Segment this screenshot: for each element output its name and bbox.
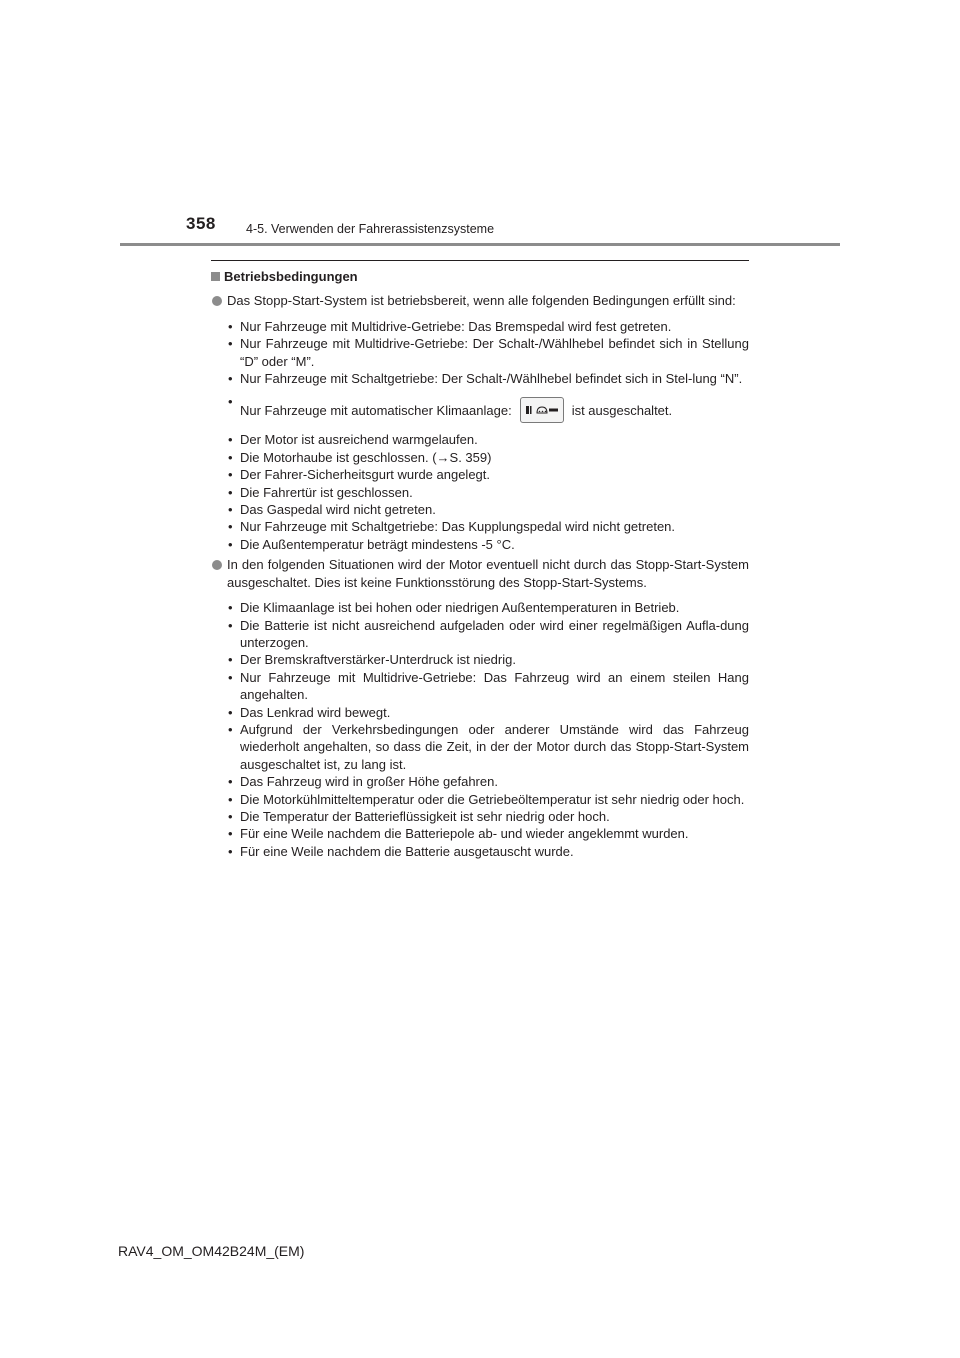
list-item-climate — [227, 393, 749, 427]
climate-text-before: • Nur Fahrzeuge mit automatischer Klimaanlage: — [240, 402, 512, 418]
list-item: • Die Temperatur der Batterieflüssigkeit ist sehr niedrig oder hoch. — [227, 808, 749, 825]
footer-code: RAV4_OM_OM42B24M_(EM) — [118, 1243, 305, 1259]
list-item: • Der Motor ist ausreichend warmgelaufen. — [227, 431, 749, 448]
list-item: • Das Fahrzeug wird in großer Höhe gefahren. — [227, 773, 749, 790]
list-item: • Nur Fahrzeuge mit Schaltgetriebe: Das Kupplungspedal wird nicht getreten. — [227, 518, 749, 535]
list-item: • Der Bremskraftverstärker-Unterdruck ist niedrig. — [227, 651, 749, 668]
list-item: • Das Lenkrad wird bewegt. — [227, 704, 749, 721]
list-item: • Für eine Weile nachdem die Batteriepole ab- und wieder angeklemmt wurden. — [227, 825, 749, 842]
list-item: • Die Klimaanlage ist bei hohen oder niedrigen Außentemperaturen in Betrieb. — [227, 599, 749, 616]
list-item: • Das Gaspedal wird nicht getreten. — [227, 501, 749, 518]
situations-paragraph — [211, 556, 749, 591]
situations-list — [211, 599, 749, 860]
circle-bullet-icon — [212, 560, 222, 570]
list-item: • Nur Fahrzeuge mit Multidrive-Getriebe: Das Fahrzeug wird an einem steilen Hang angehalten. — [227, 669, 749, 704]
intro-paragraph — [211, 292, 749, 309]
list-item: • Für eine Weile nachdem die Batterie ausgetauscht wurde. — [227, 843, 749, 860]
circle-bullet-icon — [212, 296, 222, 306]
section-heading-text: Betriebsbedingungen — [224, 269, 358, 284]
list-item: • Nur Fahrzeuge mit Schaltgetriebe: Der Schalt-/Wählhebel befindet sich in Stel-lung “N”. — [227, 370, 749, 387]
list-item: • Die Motorkühlmitteltemperatur oder die Getriebeöltemperatur ist sehr niedrig oder hoch. — [227, 791, 749, 808]
list-item: • Nur Fahrzeuge mit Multidrive-Getriebe: Der Schalt-/Wählhebel befindet sich in Stellung “D” oder “M”. — [227, 335, 749, 370]
square-bullet-icon — [211, 272, 220, 281]
section-heading — [211, 268, 749, 285]
list-item: • Die Batterie ist nicht ausreichend aufgeladen oder wird einer regelmäßigen Aufla-dung unterzogen. — [227, 617, 749, 652]
section-rule — [211, 260, 749, 261]
chapter-title: 4-5. Verwenden der Fahrerassistenzsysteme — [246, 222, 495, 236]
climate-text-after: ist ausgeschaltet. — [571, 402, 673, 418]
conditions-list — [211, 318, 749, 553]
list-item: • Die Außentemperatur beträgt mindestens -5 °C. — [227, 536, 749, 553]
page-content — [211, 268, 749, 863]
list-item: • Aufgrund der Verkehrsbedingungen oder anderer Umstände wird das Fahrzeug wiederholt angehalten, so dass die Zeit, in der der Motor durch das Stopp-Start-System ausgeschaltet ist, zu lang ist. — [227, 721, 749, 773]
list-item: • Nur Fahrzeuge mit Multidrive-Getriebe: Das Bremspedal wird fest getreten. — [227, 318, 749, 335]
intro-paragraph-text: Das Stopp-Start-System ist betriebsbereit, wenn alle folgenden Bedingungen erfüllt sind: — [227, 293, 736, 309]
header-rule — [120, 243, 840, 246]
list-item: • Die Fahrertür ist geschlossen. — [227, 484, 749, 501]
list-item: • Die Motorhaube ist geschlossen. (→S. 359) — [227, 449, 749, 466]
list-item: • Der Fahrer-Sicherheitsgurt wurde angelegt. — [227, 466, 749, 483]
situations-paragraph-text: In den folgenden Situationen wird der Motor eventuell nicht durch das Stopp-Start-System ausgeschaltet. Dies ist keine Funktionsstörung des Stopp-Start-Systems. — [227, 557, 749, 590]
page-number: 358 — [186, 214, 216, 233]
front-defroster-button-icon — [520, 397, 564, 423]
